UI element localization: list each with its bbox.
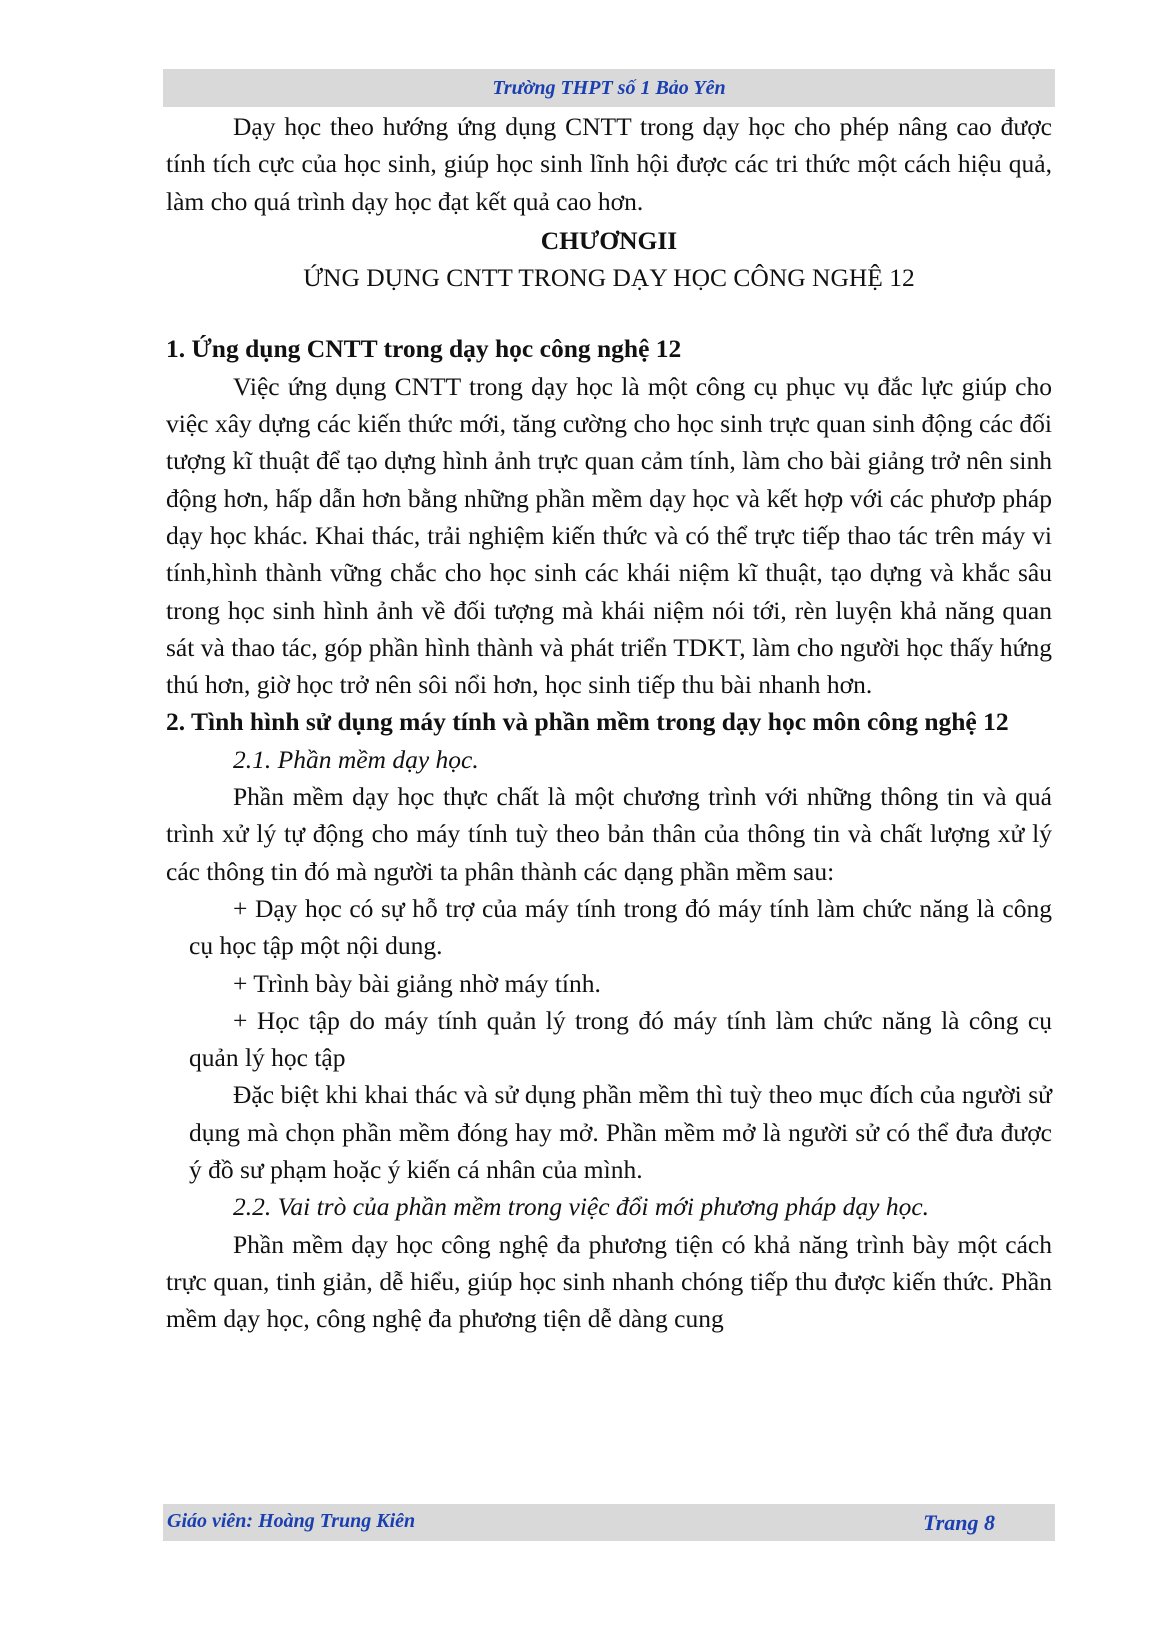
chapter-subtitle: ỨNG DỤNG CNTT TRONG DẠY HỌC CÔNG NGHỆ 12 [303, 263, 915, 293]
bullet-item: + Trình bày bài giảng nhờ máy tính. [233, 968, 601, 998]
school-name: Trường THPT số 1 Bảo Yên [492, 76, 726, 99]
special-paragraph: Đặc biệt khi khai thác và sử dụng phần mềm thì tuỳ theo mục đích của người sử dụng mà chọn phần mềm đóng hay mở. Phần mềm mở là người sử có thể đưa được ý đồ sư phạm hoặc ý kiến cá nhân của mình. [189, 1080, 1052, 1185]
section1-heading: 1. Ứng dụng CNTT trong dạy học công nghệ 12 [166, 334, 682, 364]
bullet-item: + Học tập do máy tính quản lý trong đó máy tính làm chức năng là công cụ quản lý học tập [189, 1005, 1052, 1073]
subsection22-heading: 2.2. Vai trò của phần mềm trong việc đổi mới phương pháp dạy học. [233, 1192, 930, 1222]
section2-heading: 2. Tình hình sử dụng máy tính và phần mềm trong dạy học môn công nghệ 12 [166, 707, 1009, 737]
subsection21-paragraph: Phần mềm dạy học thực chất là một chương trình với những thông tin và quá trình xử lý tự động cho máy tính tuỳ theo bản thân của thông tin và chất lượng xử lý các thông tin đó mà người ta phân thành các dạng phần mềm sau: [166, 782, 1052, 886]
chapter-title: CHƯƠNGII [540, 225, 678, 255]
page-number: Trang 8 [923, 1510, 995, 1535]
intro-paragraph: Dạy học theo hướng ứng dụng CNTT trong dạy học cho phép nâng cao được tính tích cực của học sinh, giúp học sinh lĩnh hội được các tri thức một cách hiệu quả, làm cho quá trình dạy học đạt kết quả cao hơn. [166, 112, 1052, 216]
page-header [163, 69, 1055, 107]
teacher-name: Giáo viên: Hoàng Trung Kiên [167, 1510, 416, 1532]
subsection21-heading: 2.1. Phần mềm dạy học. [233, 744, 479, 774]
subsection22-paragraph: Phần mềm dạy học công nghệ đa phương tiện có khả năng trình bày một cách trực quan, tinh giản, dễ hiểu, giúp học sinh nhanh chóng tiếp thu được kiến thức. Phần mềm dạy học, công nghệ đa phương tiện dễ dàng cung [166, 1229, 1052, 1334]
section1-paragraph: Việc ứng dụng CNTT trong dạy học là một công cụ phục vụ đắc lực giúp cho việc xây dựng các kiến thức mới, tăng cường cho học sinh trực quan sinh động các đối tượng kĩ thuật để tạo dựng hình ảnh trực quan cảm tính, làm cho bài giảng trở nên sinh động hơn, hấp dẫn hơn bằng những phần mềm dạy học và kết hợp với các phươp pháp dạy học khác. Khai thác, trải nghiệm kiến thức và có thể trực tiếp thao tác trên máy vi tính,hình thành vững chắc cho học sinh các khái niệm kĩ thuật, tạo dựng và khắc sâu trong học sinh hình ảnh về đối tượng mà khái niệm nói tới, rèn luyện khả năng quan sát và thao tác, góp phần hình thành và phát triển TDKT, làm cho người học thấy hứng thú hơn, giờ học trở nên sôi nổi hơn, học sinh tiếp thu bài nhanh hơn. [166, 371, 1052, 700]
document-body [166, 108, 1052, 1338]
page-footer [163, 1504, 1055, 1541]
bullet-item: + Dạy học có sự hỗ trợ của máy tính trong đó máy tính làm chức năng là công cụ học tập một nội dung. [189, 893, 1052, 961]
